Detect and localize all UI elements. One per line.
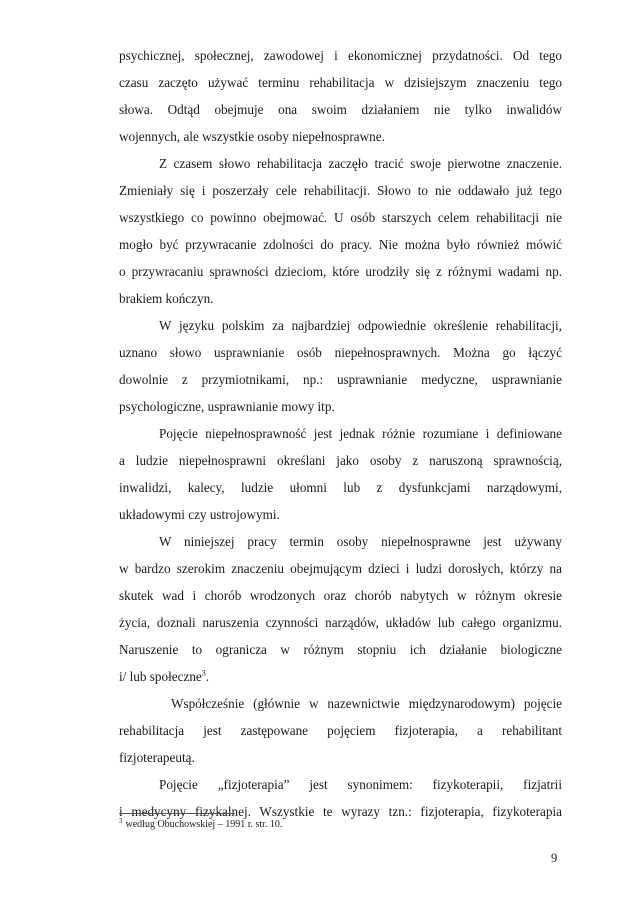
text-line: mogło być przywracanie zdolności do pracy. Nie można było również mówić [119, 237, 562, 252]
footnote-separator [119, 813, 235, 814]
footnote-reference[interactable]: 3 [201, 668, 206, 678]
text-line: W niniejszej pracy termin osoby niepełnosprawne jest używany [159, 534, 562, 549]
text-line: o przywracaniu sprawności dzieciom, które urodziły się z różnymi wadami np. [119, 264, 562, 279]
text-line-with-footnote [119, 668, 562, 686]
text-line: Współcześnie (głównie w nazewnictwie międzynarodowym) pojęcie [171, 696, 562, 711]
text-line: a ludzie niepełnosprawni określani jako osoby z naruszoną sprawnością, [119, 453, 562, 468]
text-line: fizjoterapeutą. [119, 750, 195, 765]
text-line: rehabilitacja jest zastępowane pojęciem fizjoterapia, a rehabilitant [119, 723, 562, 738]
footnote-number: 3 [119, 816, 123, 825]
text-line: skutek wad i chorób wrodzonych oraz chorób nabytych w różnym okresie [119, 588, 562, 603]
text-line: i/ lub społeczne [119, 669, 202, 684]
text-line: życia, doznali naruszenia czynności narządów, układów lub całego organizmu. [119, 615, 562, 630]
text-line: Pojęcie niepełnosprawność jest jednak różnie rozumiane i definiowane [159, 426, 562, 441]
footnote [119, 818, 282, 831]
text-line: brakiem kończyn. [119, 291, 214, 306]
text-line: Z czasem słowo rehabilitacja zaczęło tracić swoje pierwotne znaczenie. [159, 156, 562, 171]
text-line: w bardzo szerokim znaczeniu obejmującym dzieci i ludzi dorosłych, którzy na [119, 561, 562, 576]
text-line: Zmieniały się i poszerzały cele rehabilitacji. Słowo to nie oddawało już tego [119, 183, 562, 198]
text-line: psychologiczne, usprawnianie mowy itp. [119, 399, 335, 414]
footnote-text: według Obuchowskiej – 1991 r. str. 10. [125, 819, 283, 830]
text-line: W języku polskim za najbardziej odpowiednie określenie rehabilitacji, [159, 318, 562, 333]
sentence-end: . [205, 669, 210, 684]
text-line: Naruszenie to ogranicza w różnym stopniu ich działanie biologiczne [119, 642, 562, 657]
text-line: czasu zaczęto używać terminu rehabilitacja w dzisiejszym znaczeniu tego [119, 75, 562, 90]
text-line: układowymi czy ustrojowymi. [119, 507, 280, 522]
text-line: Pojęcie „fizjoterapia” jest synonimem: fizykoterapii, fizjatrii [159, 777, 562, 792]
text-line: słowa. Odtąd obejmuje ona swoim działaniem nie tylko inwalidów [119, 102, 562, 117]
text-line: wojennych, ale wszystkie osoby niepełnosprawne. [119, 129, 385, 144]
text-line: uznano słowo usprawnianie osób niepełnosprawnych. Można go łączyć [119, 345, 562, 360]
text-line: wszystkiego co powinno obejmować. U osób starszych celem rehabilitacji nie [119, 210, 562, 225]
text-line: psychicznej, społecznej, zawodowej i ekonomicznej przydatności. Od tego [119, 48, 562, 63]
text-line: inwalidzi, kalecy, ludzie ułomni lub z dysfunkcjami narządowymi, [119, 480, 562, 495]
page-number: 9 [551, 851, 558, 865]
text-line: i medycyny fizykalnej. Wszystkie te wyrazy tzn.: fizjoterapia, fizykoterapia [119, 804, 562, 819]
text-line: dowolnie z przymiotnikami, np.: usprawnianie medyczne, usprawnianie [119, 372, 562, 387]
